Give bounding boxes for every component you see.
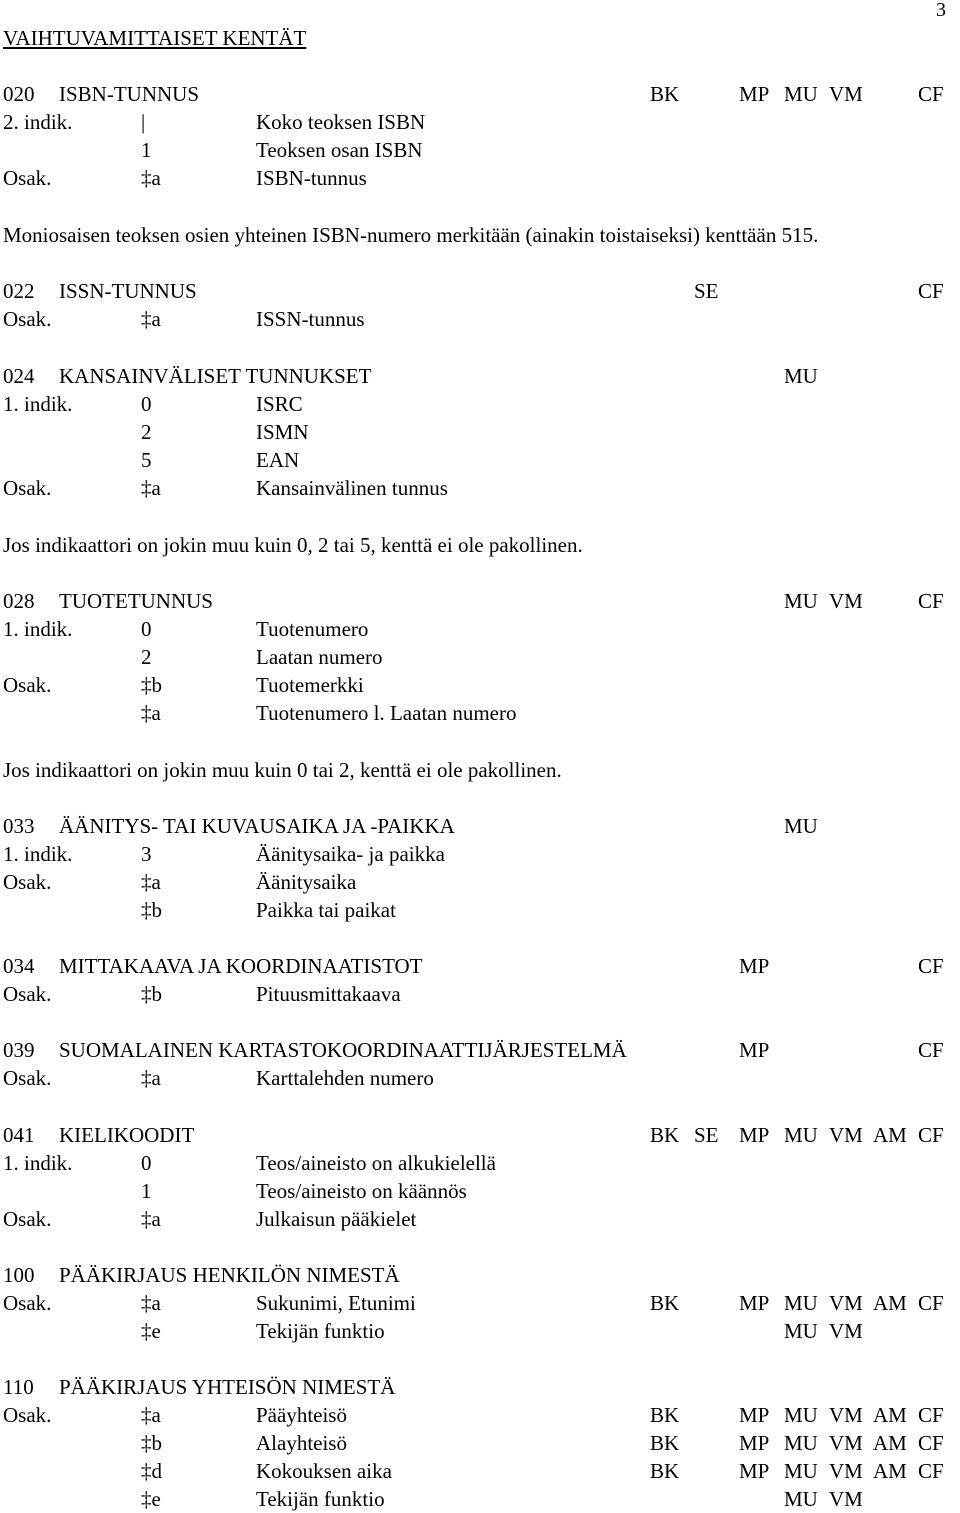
line-cell: ‡b	[141, 673, 162, 697]
document-line	[0, 643, 960, 671]
document-line	[0, 980, 960, 1008]
line-cell: Osak.	[3, 982, 52, 1006]
line-cell: EAN	[256, 448, 300, 472]
line-cell: MU	[784, 814, 818, 838]
document-line	[0, 164, 960, 192]
line-cell: Pituusmittakaava	[256, 982, 401, 1006]
line-cell: 033	[3, 814, 35, 838]
line-cell: AM	[873, 1459, 907, 1483]
line-cell: BK	[650, 1123, 680, 1147]
document-line	[0, 1289, 960, 1317]
document-line	[0, 136, 960, 164]
document-line	[0, 362, 960, 390]
line-cell: ‡a	[141, 307, 161, 331]
line-cell: 1. indik.	[3, 1151, 73, 1175]
document-line	[0, 868, 960, 896]
document-line	[0, 1373, 960, 1401]
line-cell: Julkaisun pääkielet	[256, 1207, 417, 1231]
line-cell: 039	[3, 1038, 35, 1062]
line-cell: AM	[873, 1403, 907, 1427]
document-line	[0, 305, 960, 333]
document-line	[0, 587, 960, 615]
line-cell: MP	[739, 1291, 770, 1315]
line-cell: VM	[829, 1319, 863, 1343]
line-cell: MU	[784, 1487, 818, 1511]
document-line	[0, 615, 960, 643]
line-cell: VM	[829, 1431, 863, 1455]
document-line	[0, 1429, 960, 1457]
document-line	[0, 390, 960, 418]
line-cell: SE	[694, 1123, 719, 1147]
line-cell: 5	[141, 448, 152, 472]
line-cell: TUOTETUNNUS	[59, 589, 213, 613]
line-cell: Osak.	[3, 476, 52, 500]
line-cell: Tekijän funktio	[256, 1487, 385, 1511]
document-line	[0, 1261, 960, 1289]
line-cell: Kokouksen aika	[256, 1459, 392, 1483]
line-cell: MU	[784, 82, 818, 106]
line-cell: ISRC	[256, 392, 303, 416]
line-cell: Osak.	[3, 1066, 52, 1090]
line-cell: ‡a	[141, 870, 161, 894]
line-cell: 028	[3, 589, 35, 613]
document-line	[0, 1317, 960, 1345]
line-cell: Teos/aineisto on käännös	[256, 1179, 467, 1203]
line-cell: Tuotenumero	[256, 617, 369, 641]
line-cell: 2. indik.	[3, 110, 73, 134]
document-line	[0, 1177, 960, 1205]
line-cell: 1. indik.	[3, 617, 73, 641]
line-cell: 1	[141, 138, 152, 162]
line-cell: CF	[918, 1291, 944, 1315]
document-line	[0, 221, 960, 249]
line-cell: Laatan numero	[256, 645, 383, 669]
line-cell: ‡a	[141, 701, 161, 725]
line-cell: BK	[650, 1291, 680, 1315]
document-line	[0, 671, 960, 699]
line-cell: MP	[739, 1403, 770, 1427]
document-line	[0, 277, 960, 305]
line-cell: SE	[694, 279, 719, 303]
line-cell: Osak.	[3, 870, 52, 894]
document-line	[0, 531, 960, 559]
document-line	[0, 812, 960, 840]
line-cell: ‡a	[141, 1207, 161, 1231]
line-cell: ÄÄNITYS- TAI KUVAUSAIKA JA -PAIKKA	[59, 814, 455, 838]
line-cell: ISMN	[256, 420, 309, 444]
line-cell: 0	[141, 617, 152, 641]
document-line	[0, 474, 960, 502]
line-cell: AM	[873, 1431, 907, 1455]
line-cell: ‡a	[141, 1291, 161, 1315]
line-cell: ‡a	[141, 1403, 161, 1427]
line-cell: VM	[829, 1291, 863, 1315]
line-cell: MP	[739, 954, 770, 978]
line-cell: Teoksen osan ISBN	[256, 138, 423, 162]
line-cell: CF	[918, 589, 944, 613]
line-cell: Koko teoksen ISBN	[256, 110, 426, 134]
line-cell: Kansainvälinen tunnus	[256, 476, 448, 500]
line-cell: Osak.	[3, 1207, 52, 1231]
line-cell: ‡b	[141, 982, 162, 1006]
document-line	[0, 1401, 960, 1429]
line-cell: BK	[650, 1431, 680, 1455]
line-cell: Paikka tai paikat	[256, 898, 396, 922]
line-cell: Osak.	[3, 307, 52, 331]
line-cell: Osak.	[3, 1291, 52, 1315]
line-cell: VM	[829, 1403, 863, 1427]
document-line	[0, 1036, 960, 1064]
line-cell: VM	[829, 82, 863, 106]
line-cell: KIELIKOODIT	[59, 1123, 195, 1147]
line-cell: CF	[918, 954, 944, 978]
line-cell: AM	[873, 1291, 907, 1315]
line-cell: MU	[784, 364, 818, 388]
line-cell: 2	[141, 645, 152, 669]
line-cell: PÄÄKIRJAUS HENKILÖN NIMESTÄ	[59, 1263, 400, 1287]
line-cell: Jos indikaattori on jokin muu kuin 0, 2 tai 5, kenttä ei ole pakollinen.	[3, 533, 583, 557]
line-cell: MP	[739, 1038, 770, 1062]
line-cell: CF	[918, 1403, 944, 1427]
line-cell: ‡e	[141, 1487, 161, 1511]
document-line	[0, 952, 960, 980]
line-cell: MU	[784, 1459, 818, 1483]
section-heading: VAIHTUVAMITTAISET KENTÄT	[3, 26, 307, 50]
line-cell: VM	[829, 1459, 863, 1483]
line-cell: ‡b	[141, 1431, 162, 1455]
line-cell: Osak.	[3, 1403, 52, 1427]
line-cell: 0	[141, 392, 152, 416]
line-cell: CF	[918, 1431, 944, 1455]
line-cell: 0	[141, 1151, 152, 1175]
line-cell: CF	[918, 1459, 944, 1483]
line-cell: ISBN-TUNNUS	[59, 82, 200, 106]
line-cell: MU	[784, 1123, 818, 1147]
line-cell: 034	[3, 954, 35, 978]
line-cell: 1. indik.	[3, 842, 73, 866]
line-cell: 022	[3, 279, 35, 303]
line-cell: MU	[784, 1431, 818, 1455]
line-cell: 3	[141, 842, 152, 866]
line-cell: Osak.	[3, 673, 52, 697]
line-cell: MU	[784, 1319, 818, 1343]
line-cell: |	[141, 110, 146, 134]
line-cell: ‡a	[141, 476, 161, 500]
line-cell: CF	[918, 279, 944, 303]
line-cell: 041	[3, 1123, 35, 1147]
line-cell: MP	[739, 1431, 770, 1455]
line-cell: ‡a	[141, 1066, 161, 1090]
line-cell: 2	[141, 420, 152, 444]
document-line	[0, 1121, 960, 1149]
line-cell: ‡e	[141, 1319, 161, 1343]
line-cell: 1	[141, 1179, 152, 1203]
line-cell: ISBN-tunnus	[256, 166, 367, 190]
line-cell: BK	[650, 1459, 680, 1483]
line-cell: Karttalehden numero	[256, 1066, 434, 1090]
line-cell: Sukunimi, Etunimi	[256, 1291, 416, 1315]
line-cell: BK	[650, 1403, 680, 1427]
line-cell: ‡d	[141, 1459, 162, 1483]
line-cell: Tekijän funktio	[256, 1319, 385, 1343]
page-number: 3	[936, 0, 946, 21]
line-cell: Jos indikaattori on jokin muu kuin 0 tai 2, kenttä ei ole pakollinen.	[3, 758, 562, 782]
line-cell: ‡a	[141, 166, 161, 190]
line-cell: MP	[739, 1459, 770, 1483]
line-cell: Tuotenumero l. Laatan numero	[256, 701, 517, 725]
line-cell: Pääyhteisö	[256, 1403, 347, 1427]
document-line	[0, 1457, 960, 1485]
document-line	[0, 1149, 960, 1177]
line-cell: Alayhteisö	[256, 1431, 347, 1455]
line-cell: CF	[918, 1038, 944, 1062]
line-cell: VM	[829, 1123, 863, 1147]
line-cell: 1. indik.	[3, 392, 73, 416]
section-heading-line	[0, 24, 960, 52]
line-cell: ISSN-tunnus	[256, 307, 365, 331]
line-cell: 024	[3, 364, 35, 388]
line-cell: CF	[918, 82, 944, 106]
line-cell: Äänitysaika	[256, 870, 357, 894]
line-cell: Teos/aineisto on alkukielellä	[256, 1151, 496, 1175]
document-line	[0, 1485, 960, 1513]
document-line	[0, 446, 960, 474]
line-cell: MITTAKAAVA JA KOORDINAATISTOT	[59, 954, 423, 978]
line-cell: Äänitysaika- ja paikka	[256, 842, 445, 866]
document-line	[0, 756, 960, 784]
document-line	[0, 840, 960, 868]
line-cell: ‡b	[141, 898, 162, 922]
document-line	[0, 418, 960, 446]
line-cell: BK	[650, 82, 680, 106]
line-cell: VM	[829, 589, 863, 613]
document-line	[0, 896, 960, 924]
line-cell: MP	[739, 1123, 770, 1147]
line-cell: AM	[873, 1123, 907, 1147]
document-line	[0, 699, 960, 727]
line-cell: Osak.	[3, 166, 52, 190]
line-cell: ISSN-TUNNUS	[59, 279, 197, 303]
line-cell: 100	[3, 1263, 35, 1287]
line-cell: MU	[784, 589, 818, 613]
document-line	[0, 108, 960, 136]
document-line	[0, 1205, 960, 1233]
document-line	[0, 1064, 960, 1092]
line-cell: Moniosaisen teoksen osien yhteinen ISBN-numero merkitään (ainakin toistaiseksi) kenttään 515.	[3, 223, 819, 247]
line-cell: CF	[918, 1123, 944, 1147]
document-line	[0, 80, 960, 108]
line-cell: VM	[829, 1487, 863, 1511]
line-cell: KANSAINVÄLISET TUNNUKSET	[59, 364, 372, 388]
line-cell: MU	[784, 1291, 818, 1315]
line-cell: MU	[784, 1403, 818, 1427]
line-cell: 020	[3, 82, 35, 106]
line-cell: Tuotemerkki	[256, 673, 364, 697]
line-cell: 110	[3, 1375, 34, 1399]
line-cell: PÄÄKIRJAUS YHTEISÖN NIMESTÄ	[59, 1375, 396, 1399]
line-cell: MP	[739, 82, 770, 106]
line-cell: SUOMALAINEN KARTASTOKOORDINAATTIJÄRJESTELMÄ	[59, 1038, 627, 1062]
